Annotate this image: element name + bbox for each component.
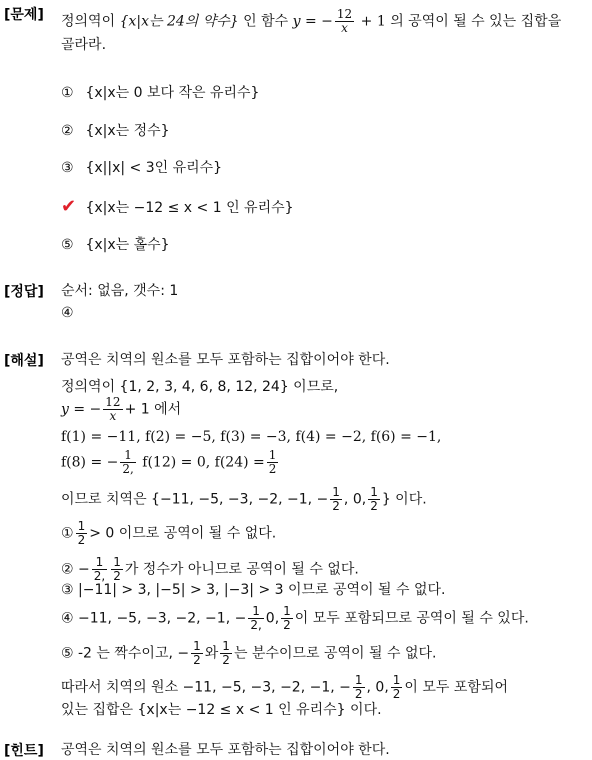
option-text: {x||x| < 3인 유리수}: [85, 160, 223, 176]
expl-fraction: $\frac{1}{2}$: [77, 519, 86, 547]
explanation-line-10: [61, 605, 529, 632]
explanation-line-1: 공역은 치역의 원소를 모두 포함하는 집합이어야 한다.: [61, 352, 390, 368]
problem-line-2: 골라라.: [61, 37, 107, 53]
problem-text-a: 정의역이: [61, 13, 116, 30]
expl-func-rhs: + 1 에서: [124, 401, 182, 418]
expl-text: > 0 이므로 공역이 될 수 없다.: [89, 525, 277, 542]
option-text: {x|x는 0 보다 작은 유리수}: [85, 85, 260, 101]
explanation-line-13: 있는 집합은 {x|x는 −12 ≤ x < 1 인 유리수} 이다.: [61, 702, 382, 718]
expl-text: 따라서 치역의 원소 −11, −5, −3, −2, −1, −: [61, 679, 351, 696]
explanation-line-5: [61, 449, 280, 476]
problem-func-rhs: + 1: [360, 13, 386, 30]
option-4[interactable]: [61, 198, 294, 217]
problem-text-g: 의 공역이 될 수 있는 집합을: [390, 13, 562, 30]
explanation-line-6: [61, 486, 427, 513]
problem-label: [문제]: [4, 7, 44, 23]
answer-line-2: ④: [61, 305, 74, 321]
expl-text: , 0,: [366, 679, 389, 696]
expl-func-lhs: y = −: [61, 401, 102, 418]
expl-fraction: $\frac{1}{2}$: [283, 604, 291, 632]
explanation-line-3: [61, 396, 181, 423]
expl-text: f(8) = −: [61, 454, 119, 471]
expl-text: 이 모두 포함되므로 공역이 될 수 있다.: [294, 610, 529, 627]
answer-line-1: 순서: 없음, 갯수: 1: [61, 283, 179, 299]
expl-text: , 0,: [343, 491, 367, 508]
option-mark: ③: [61, 160, 74, 176]
explanation-label: [해설]: [4, 353, 44, 369]
expl-text: 이므로 치역은 {−11, −5, −3, −2, −1, −: [61, 491, 329, 508]
option-3[interactable]: [61, 159, 222, 177]
option-text: {x|x는 −12 ≤ x < 1 인 유리수}: [85, 200, 294, 216]
expl-fraction: $\frac{1}{2}$: [332, 485, 340, 513]
explanation-line-9: ③ |−11| > 3, |−5| > 3, |−3| > 3 이므로 공역이 될 수 없다.: [61, 582, 446, 598]
option-text: {x|x는 홀수}: [85, 237, 170, 253]
checkmark-icon: ✔: [61, 196, 77, 217]
expl-fraction: $\frac{1}{2,}$: [93, 555, 106, 583]
option-5[interactable]: [61, 236, 170, 254]
hint-label: [힌트]: [4, 743, 44, 759]
expl-text: } 이다.: [381, 491, 427, 508]
explanation-line-11: [61, 640, 436, 667]
expl-fraction: $\frac{12}{x}$: [105, 395, 121, 423]
option-2[interactable]: [61, 122, 170, 140]
expl-text: ⑤ -2 는 짝수이고, −: [61, 645, 190, 662]
expl-fraction: $\frac{1}{2}$: [370, 485, 378, 513]
expl-fraction: $\frac{1}{2}$: [392, 673, 401, 701]
problem-text-c: 인 함수: [243, 13, 289, 30]
expl-fraction: $\frac{1}{2,}$: [250, 604, 262, 632]
problem-fraction: $\frac{12}{x}$: [336, 7, 353, 35]
expl-fraction: $\frac{1}{2}$: [354, 673, 363, 701]
explanation-line-7: [61, 520, 276, 547]
expl-text: 가 정수가 아니므로 공역이 될 수 없다.: [124, 561, 359, 578]
expl-text: ①: [61, 525, 74, 542]
expl-text: ④ −11, −5, −3, −2, −1, −: [61, 610, 247, 627]
problem-line-1: [61, 8, 561, 35]
problem-domain-set: {x|x는 24의 약수}: [119, 13, 239, 30]
expl-fraction: $\frac{1}{2}$: [193, 639, 201, 667]
expl-fraction: $\frac{1}{2,}$: [122, 448, 134, 476]
explanation-line-4: f(1) = −11, f(2) = −5, f(3) = −3, f(4) = −2, f(6) = −1,: [61, 429, 442, 445]
expl-text: 와: [204, 645, 219, 662]
hint-text: 공역은 치역의 원소를 모두 포함하는 집합이어야 한다.: [61, 742, 390, 758]
expl-text: f(12) = 0, f(24) =: [137, 454, 265, 471]
option-text: {x|x는 정수}: [85, 123, 170, 139]
expl-text: 0,: [265, 610, 280, 627]
answer-label: [정답]: [4, 284, 44, 300]
option-1[interactable]: [61, 84, 259, 102]
explanation-line-12: [61, 674, 508, 701]
expl-fraction: $\frac{1}{2}$: [268, 448, 277, 476]
expl-text: 는 분수이므로 공역이 될 수 없다.: [233, 645, 437, 662]
explanation-line-2: 정의역이 {1, 2, 3, 4, 6, 8, 12, 24} 이므로,: [61, 379, 339, 395]
expl-text: ② −: [61, 561, 90, 578]
expl-fraction: $\frac{1}{2}$: [222, 639, 230, 667]
explanation-line-8: [61, 556, 359, 583]
expl-fraction: $\frac{1}{2}$: [113, 555, 121, 583]
option-mark: ⑤: [61, 237, 74, 253]
option-mark: ①: [61, 85, 74, 101]
problem-func-lhs: y = −: [292, 13, 333, 30]
expl-text: 이 모두 포함되어: [404, 679, 508, 696]
option-mark: ②: [61, 123, 74, 139]
